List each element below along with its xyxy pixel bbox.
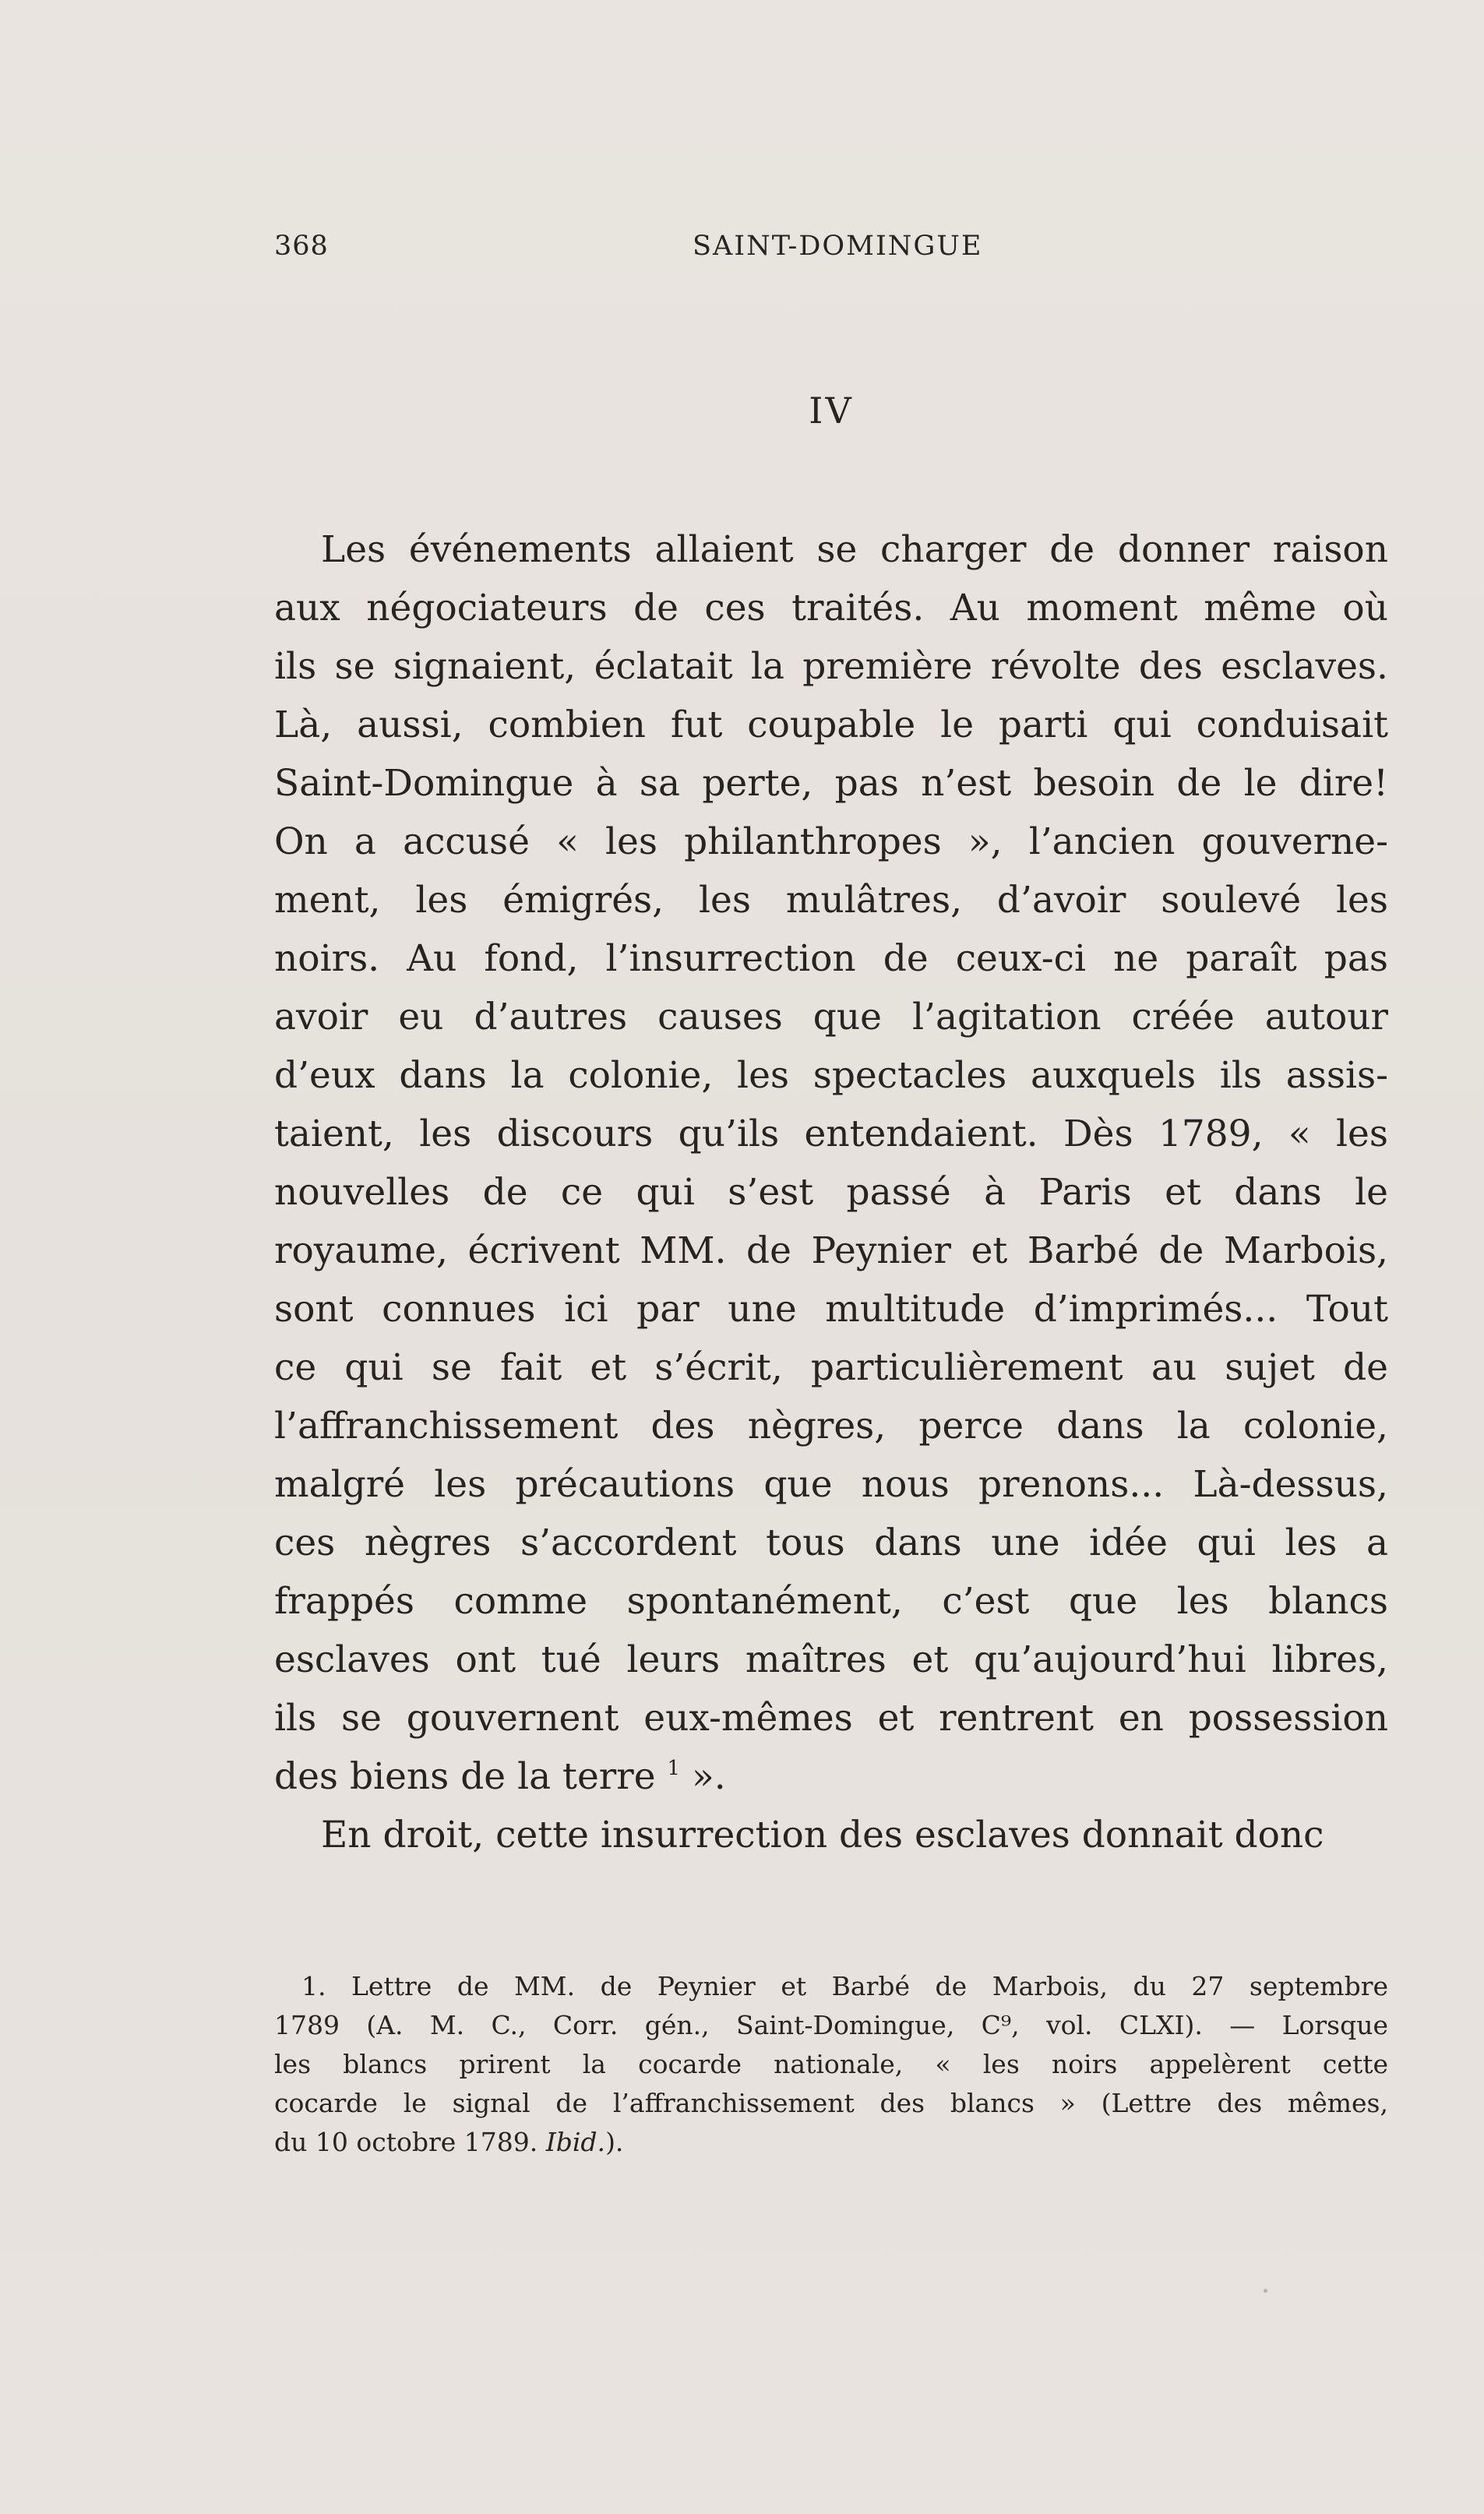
footnote-line: 1. Lettre de MM. de Peynier et Barbé de Marbois, du 27 septembre xyxy=(301,1971,1388,2001)
body-line: ment, les émigrés, les mulâtres, d’avoir soulevé les xyxy=(274,879,1388,922)
section-heading: IV xyxy=(809,390,854,432)
body-line: Les événements allaient se charger de donner raison xyxy=(321,528,1388,571)
footnote-line: cocarde le signal de l’affranchissement des blancs » (Lettre des mêmes, xyxy=(274,2088,1388,2118)
body-line: ils se gouvernent eux-mêmes et rentrent en possession xyxy=(274,1697,1388,1740)
body-line-closing: ». xyxy=(680,1755,726,1798)
footnote-text: du 10 octobre 1789. xyxy=(274,2127,546,2157)
body-line: ce qui se fait et s’écrit, particulièrement au sujet de xyxy=(274,1346,1388,1389)
footnote-ibid: Ibid. xyxy=(545,2127,606,2157)
body-line: noirs. Au fond, l’insurrection de ceux-ci ne paraît pas xyxy=(274,937,1388,980)
footnote-line xyxy=(274,2123,1388,2162)
body-line: royaume, écrivent MM. de Peynier et Barbé de Marbois, xyxy=(274,1229,1388,1272)
body-line: malgré les précautions que nous prenons... Là-dessus, xyxy=(274,1463,1388,1506)
footnotes xyxy=(274,1967,1388,2162)
body-line: d’eux dans la colonie, les spectacles auxquels ils assis- xyxy=(274,1054,1388,1097)
body-line xyxy=(274,1747,1388,1806)
body-line: Saint-Domingue à sa perte, pas n’est besoin de le dire! xyxy=(274,762,1388,805)
body-line: frappés comme spontanément, c’est que les blancs xyxy=(274,1580,1388,1623)
body-line: esclaves ont tué leurs maîtres et qu’aujourd’hui libres, xyxy=(274,1638,1388,1681)
body-line-text: des biens de la terre xyxy=(274,1755,656,1798)
body-line: sont connues ici par une multitude d’imprimés... Tout xyxy=(274,1288,1388,1331)
footnote-line: les blancs prirent la cocarde nationale, « les noirs appelèrent cette xyxy=(274,2049,1388,2079)
body-line: aux négociateurs de ces traités. Au moment même où xyxy=(274,587,1388,629)
page-number: 368 xyxy=(274,231,329,262)
body-line: En droit, cette insurrection des esclaves donnait donc xyxy=(321,1814,1324,1856)
body-line: nouvelles de ce qui s’est passé à Paris et dans le xyxy=(274,1171,1388,1214)
body-line: ces nègres s’accordent tous dans une idée qui les a xyxy=(274,1521,1388,1564)
body-line: Là, aussi, combien fut coupable le parti qui conduisait xyxy=(274,703,1388,746)
body-line: On a accusé « les philanthropes », l’ancien gouverne- xyxy=(274,820,1388,863)
footnote-marker: 1 xyxy=(667,1757,681,1780)
paper-speck xyxy=(1264,2289,1267,2293)
running-head xyxy=(274,231,1388,277)
body-line: l’affranchissement des nègres, perce dans la colonie, xyxy=(274,1405,1388,1447)
footnote-close: ). xyxy=(605,2127,624,2157)
footnote-line: 1789 (A. M. C., Corr. gén., Saint-Domingue, C⁹, vol. CLXI). — Lorsque xyxy=(274,2010,1388,2040)
body-line: taient, les discours qu’ils entendaient. Dès 1789, « les xyxy=(274,1112,1388,1155)
body-text xyxy=(274,520,1388,1864)
body-line: ils se signaient, éclatait la première révolte des esclaves. xyxy=(274,645,1388,688)
running-title: SAINT-DOMINGUE xyxy=(693,231,983,262)
body-line: avoir eu d’autres causes que l’agitation créée autour xyxy=(274,996,1388,1038)
